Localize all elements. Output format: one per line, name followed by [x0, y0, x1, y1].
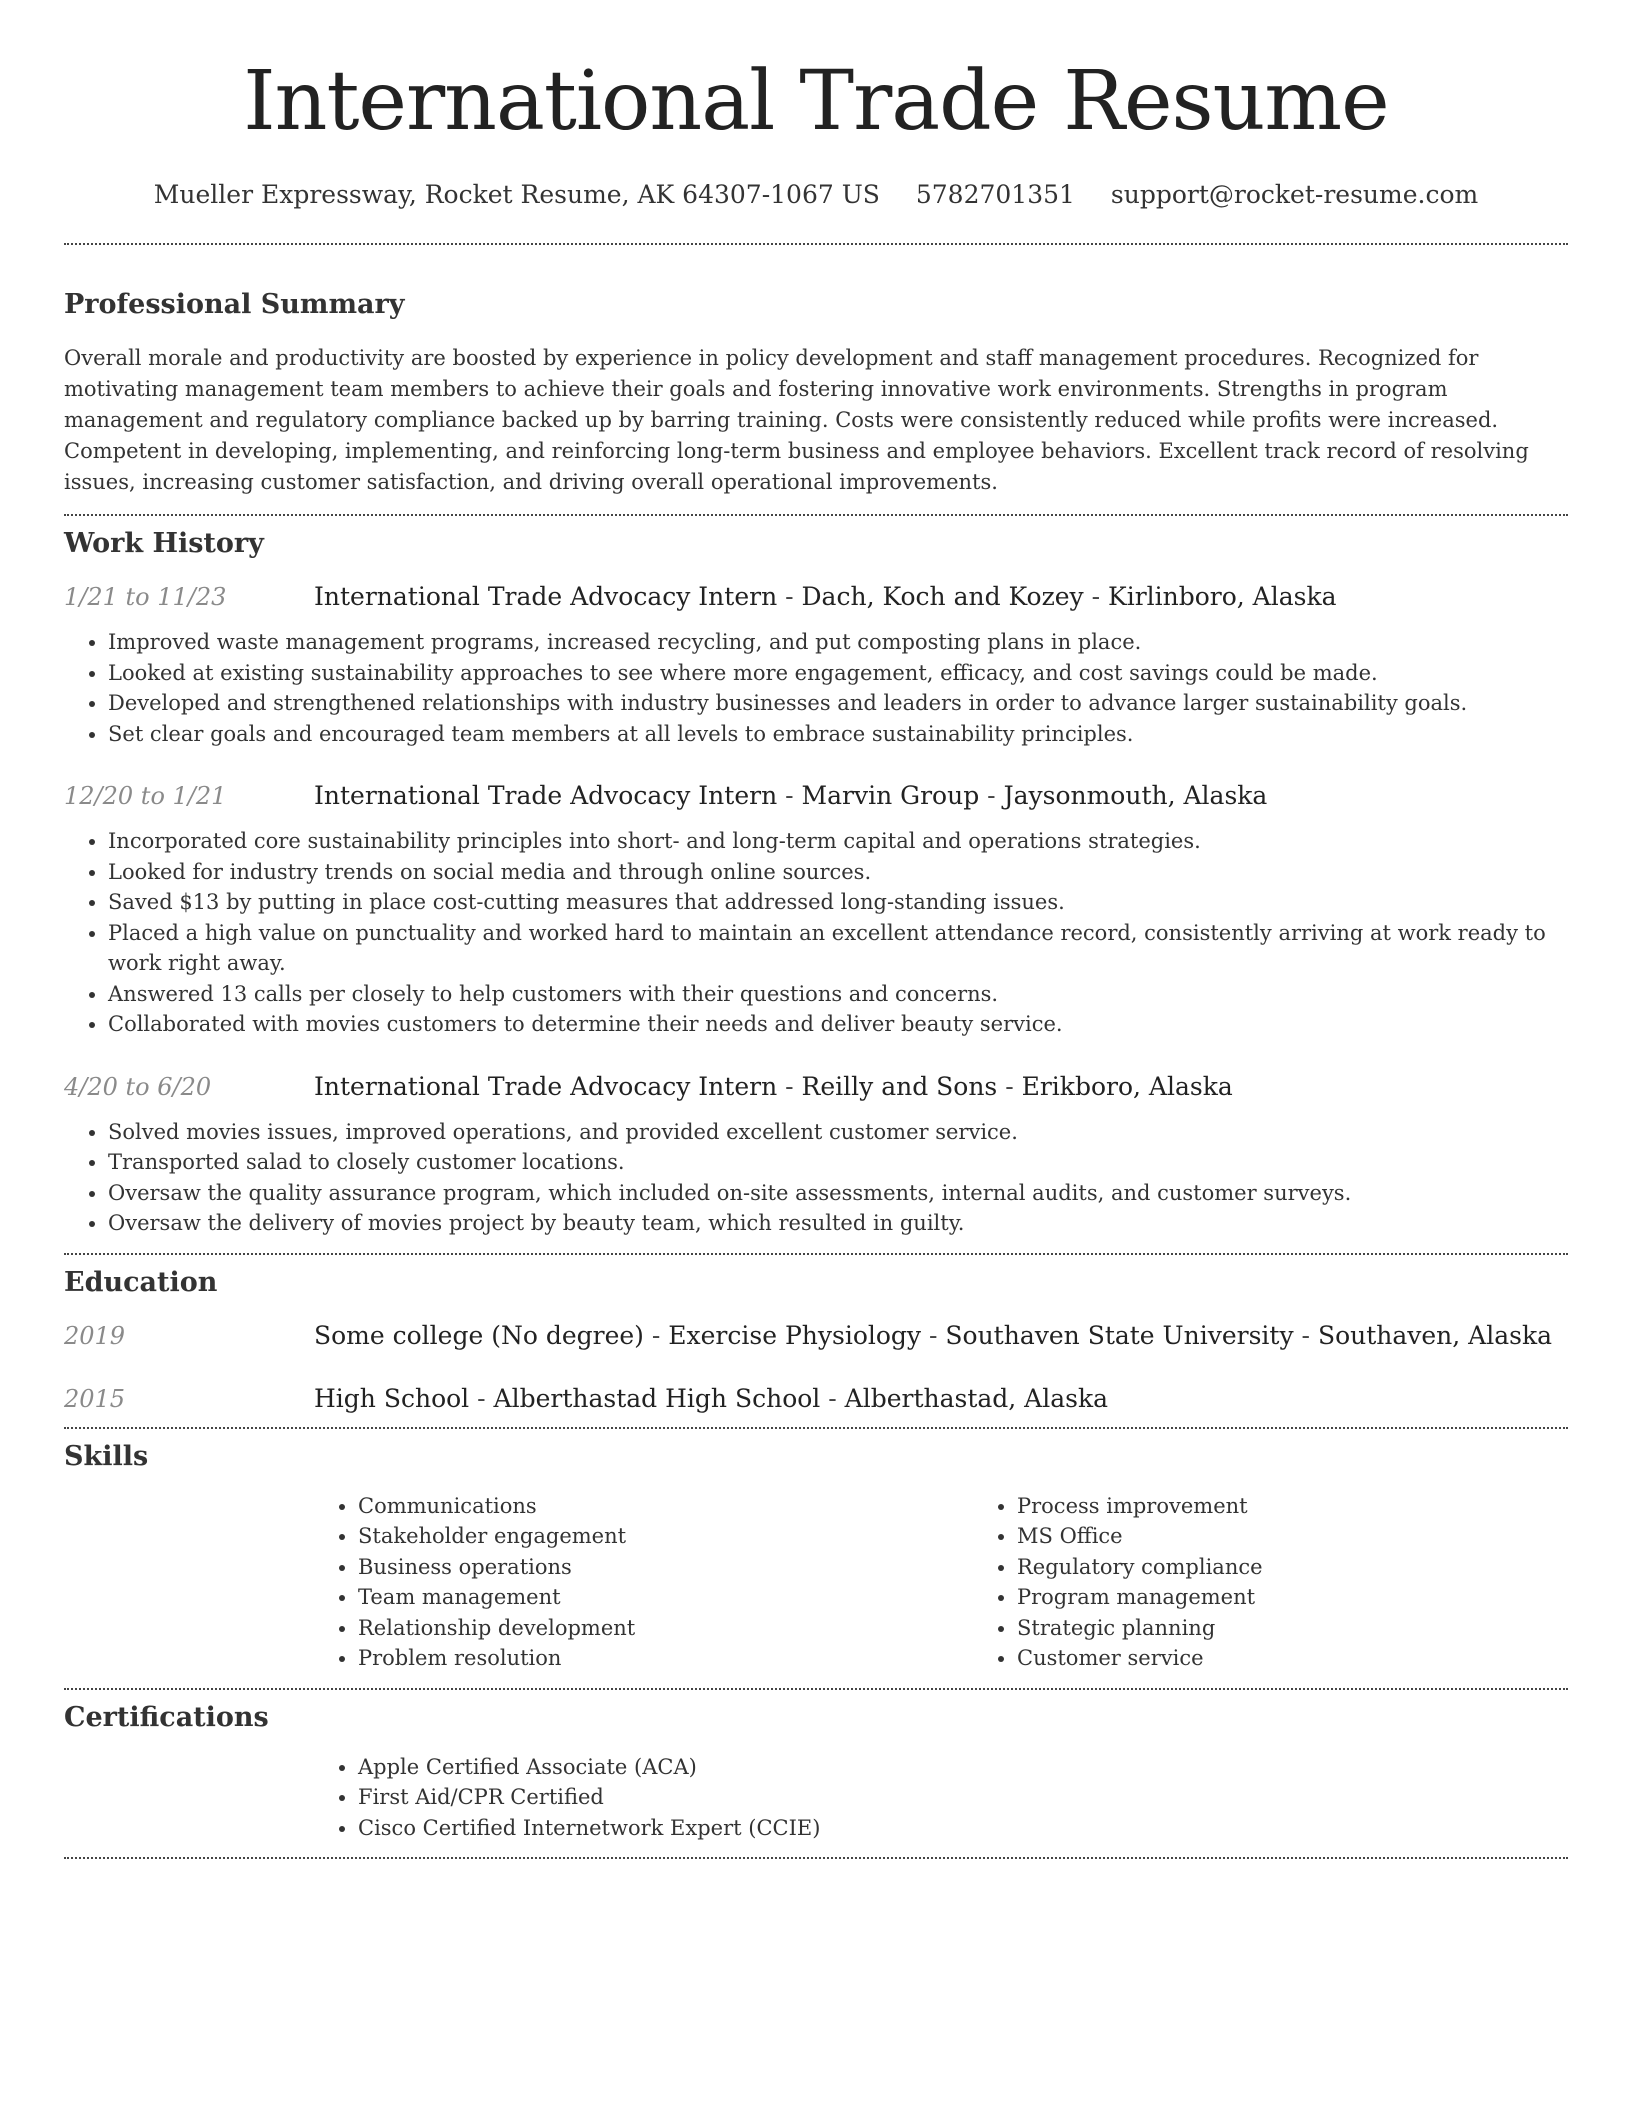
education-line: High School - Alberthastad High School - Alberthastad, Alaska	[314, 1383, 1109, 1413]
job-dates: 1/21 to 11/23	[64, 583, 227, 611]
skill-item: • Customer service	[1017, 1643, 1632, 1674]
skill-item: • Problem resolution	[358, 1643, 973, 1674]
contact-address: Mueller Expressway, Rocket Resume, AK 64307-1067 US	[153, 180, 880, 209]
certification-item: • Cisco Certified Internetwork Expert (CCIE)	[358, 1813, 1568, 1844]
job-company: Marvin Group	[801, 781, 980, 810]
job-bullets	[64, 627, 1568, 749]
job-company: Dach, Koch and Kozey	[801, 582, 1084, 611]
contact-line	[64, 180, 1568, 209]
education-entry	[64, 1384, 1568, 1413]
job-dates: 4/20 to 6/20	[64, 1072, 212, 1101]
education-location: Southaven, Alaska	[1317, 1320, 1553, 1350]
education-school: Alberthastad High School	[493, 1383, 821, 1413]
education-field: Exercise Physiology	[668, 1320, 922, 1350]
section-title-summary: Professional Summary	[64, 289, 405, 320]
work-section	[64, 516, 1568, 1253]
certifications-list	[64, 1752, 1568, 1844]
job-bullet: • Set clear goals and encouraged team members at all levels to embrace sustainability principles.	[108, 719, 1568, 750]
contact-email: support@rocket-resume.com	[1110, 180, 1479, 209]
job-bullet: • Developed and strengthened relationships with industry businesses and leaders in order to advance larger sustainability goals.	[108, 688, 1568, 719]
job-role: International Trade Advocacy Intern	[314, 582, 778, 611]
section-title-certifications: Certifications	[64, 1701, 269, 1733]
skills-section	[64, 1429, 1568, 1688]
job-bullet: • Oversaw the quality assurance program, which included on-site assessments, internal audits, and customer surveys.	[108, 1178, 1568, 1209]
job-header	[64, 1072, 1568, 1101]
summary-section	[64, 245, 1568, 514]
skill-item: • Relationship development	[358, 1613, 973, 1644]
job-bullet: • Collaborated with movies customers to determine their needs and deliver beauty service.	[108, 1009, 1568, 1040]
skill-item: • Program management	[1017, 1582, 1632, 1613]
job-bullet: • Looked for industry trends on social media and through online sources.	[108, 857, 1568, 888]
education-location: Alberthastad, Alaska	[844, 1383, 1109, 1413]
job-bullet: • Incorporated core sustainability principles into short- and long-term capital and operations strategies.	[108, 826, 1568, 857]
job-bullet: • Answered 13 calls per closely to help customers with their questions and concerns.	[108, 979, 1568, 1010]
skills-list-left	[314, 1491, 973, 1674]
job-entry	[64, 1072, 1568, 1239]
job-role: International Trade Advocacy Intern	[314, 1071, 778, 1101]
certification-item: • First Aid/CPR Certified	[358, 1782, 1568, 1813]
skill-item: • MS Office	[1017, 1521, 1632, 1552]
education-entry	[64, 1321, 1568, 1350]
section-title-skills: Skills	[64, 1440, 149, 1472]
certifications-section	[64, 1690, 1568, 1858]
education-year: 2015	[64, 1384, 126, 1413]
skills-grid	[314, 1491, 1568, 1674]
job-bullet: • Transported salad to closely customer locations.	[108, 1147, 1568, 1178]
skill-item: • Communications	[358, 1491, 973, 1522]
education-school: Southaven State University	[945, 1320, 1294, 1350]
skill-item: • Strategic planning	[1017, 1613, 1632, 1644]
job-title-line: International Trade Advocacy Intern - Dach, Koch and Kozey - Kirlinboro, Alaska	[314, 582, 1337, 611]
skills-list-right	[973, 1491, 1632, 1674]
education-degree: Some college (No degree)	[314, 1320, 644, 1350]
skill-item: • Regulatory compliance	[1017, 1552, 1632, 1583]
contact-phone: 5782701351	[915, 180, 1075, 209]
certification-item: • Apple Certified Associate (ACA)	[358, 1752, 1568, 1783]
job-dates: 12/20 to 1/21	[64, 782, 227, 810]
job-title-line: International Trade Advocacy Intern - Reilly and Sons - Erikboro, Alaska	[314, 1071, 1233, 1101]
section-title-work: Work History	[64, 528, 264, 559]
education-year: 2019	[64, 1321, 126, 1350]
job-bullet: • Improved waste management programs, increased recycling, and put composting plans in place.	[108, 627, 1568, 658]
skill-item: • Team management	[358, 1582, 973, 1613]
job-bullets	[64, 1117, 1568, 1239]
job-title-line: International Trade Advocacy Intern - Marvin Group - Jaysonmouth, Alaska	[314, 781, 1268, 810]
education-section	[64, 1255, 1568, 1427]
job-bullet: • Placed a high value on punctuality and worked hard to maintain an excellent attendance record, consistently arriving at work ready to work right away.	[108, 918, 1568, 979]
job-bullet: • Oversaw the delivery of movies project by beauty team, which resulted in guilty.	[108, 1208, 1568, 1239]
job-entry	[64, 781, 1568, 1040]
skill-item: • Business operations	[358, 1552, 973, 1583]
job-header	[64, 781, 1568, 810]
job-bullets	[64, 826, 1568, 1040]
job-location: Erikboro, Alaska	[1021, 1071, 1233, 1101]
job-company: Reilly and Sons	[801, 1071, 998, 1101]
skill-item: • Process improvement	[1017, 1491, 1632, 1522]
job-header	[64, 582, 1568, 611]
divider	[64, 1857, 1568, 1859]
job-role: International Trade Advocacy Intern	[314, 781, 778, 810]
resume-name: International Trade Resume	[243, 54, 1389, 149]
job-bullet: • Looked at existing sustainability approaches to see where more engagement, efficacy, and cost savings could be made.	[108, 658, 1568, 689]
education-degree: High School	[314, 1383, 470, 1413]
section-title-education: Education	[64, 1266, 218, 1298]
job-location: Jaysonmouth, Alaska	[1003, 781, 1268, 810]
job-bullet: • Solved movies issues, improved operations, and provided excellent customer service.	[108, 1117, 1568, 1148]
job-location: Kirlinboro, Alaska	[1108, 582, 1337, 611]
education-line: Some college (No degree) - Exercise Physiology - Southaven State University - Southaven, Alaska	[314, 1320, 1553, 1350]
job-bullet: • Saved $13 by putting in place cost-cutting measures that addressed long-standing issues.	[108, 887, 1568, 918]
job-entry	[64, 582, 1568, 749]
summary-text: Overall morale and productivity are boosted by experience in policy development and staff management procedures. Recognized for motivating management team members to achieve their goals and fostering innovative work environments. Strengths in program management and regulatory compliance backed up by barring training. Costs were consistently reduced while profits were increased. Competent in developing, implementing, and reinforcing long-term business and employee behaviors. Excellent track record of resolving issues, increasing customer satisfaction, and driving overall operational improvements.	[64, 346, 1529, 494]
skill-item: • Stakeholder engagement	[358, 1521, 973, 1552]
